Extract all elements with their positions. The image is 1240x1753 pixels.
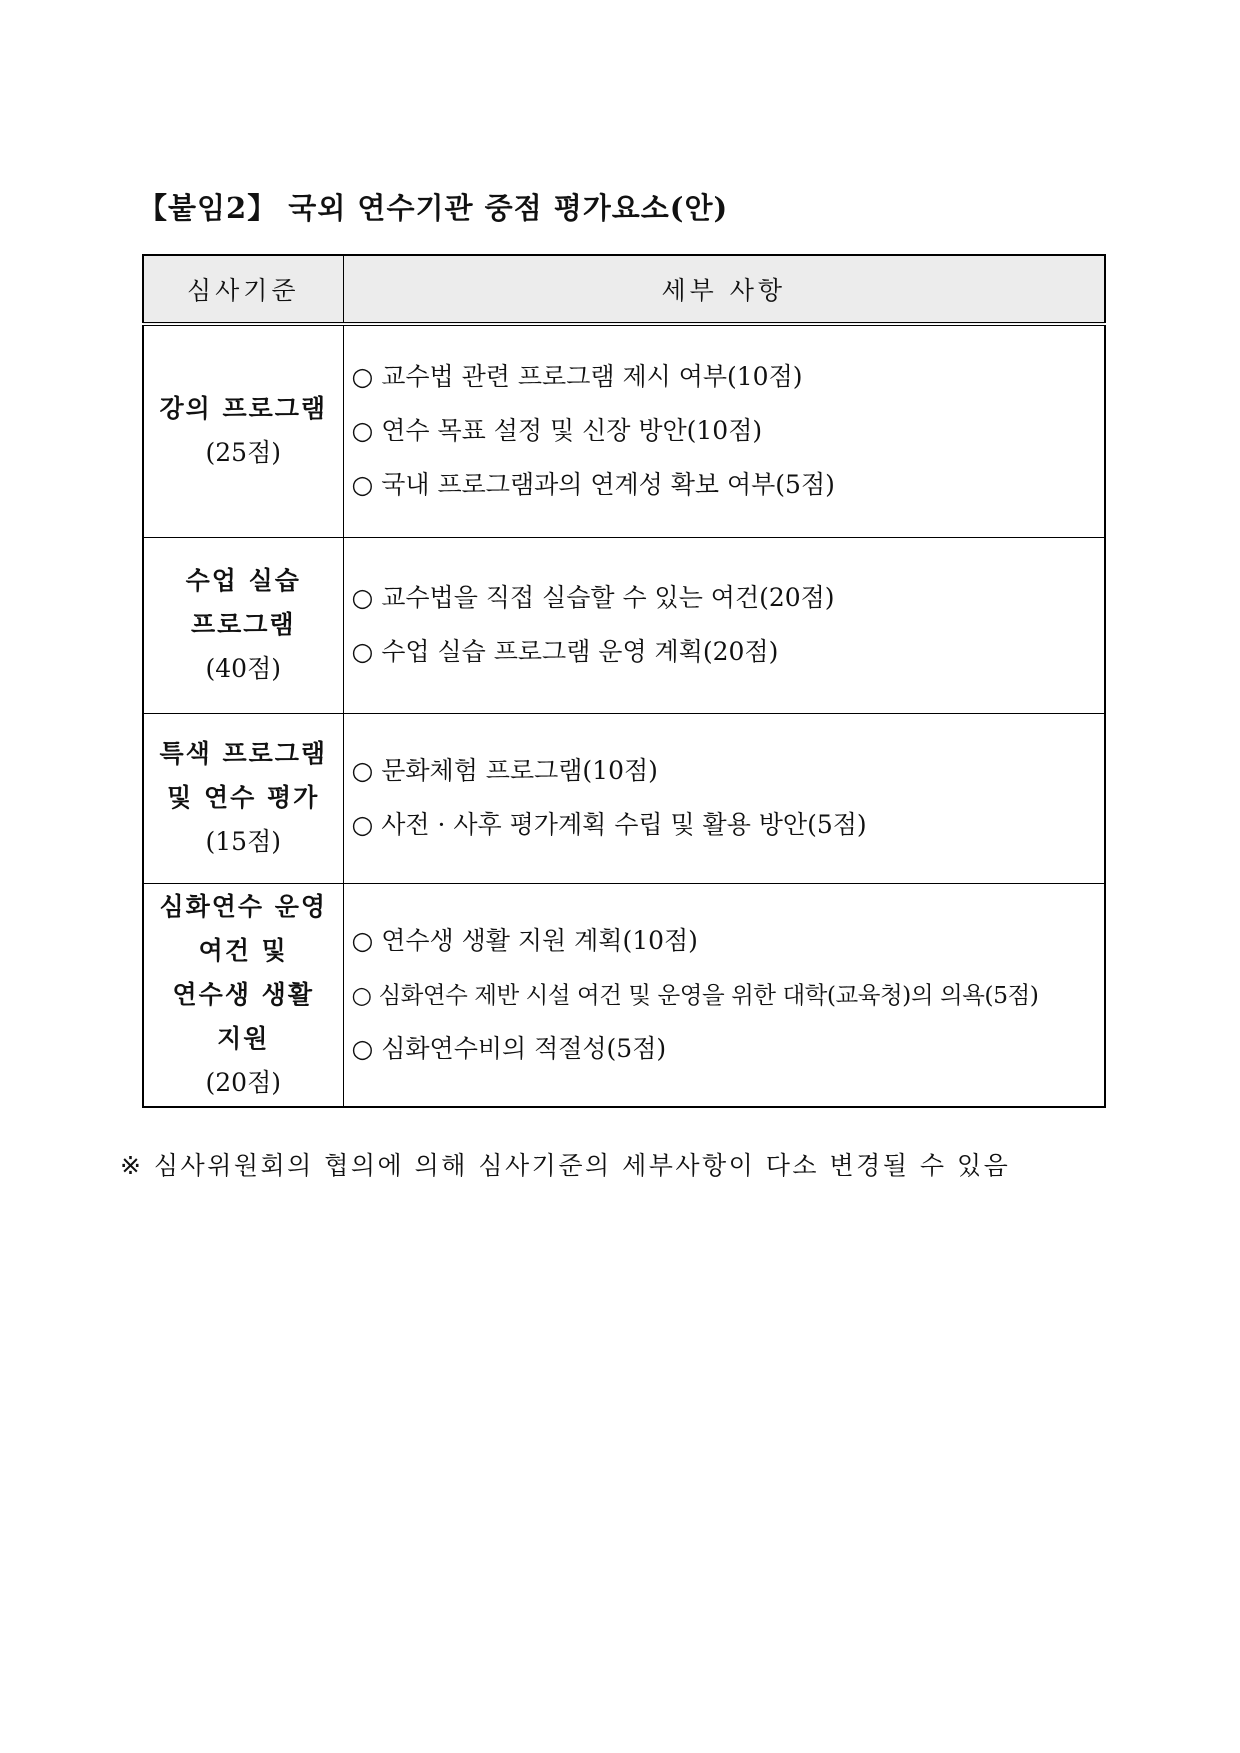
detail-cell (343, 883, 1105, 1107)
detail-item: ○ 연수 목표 설정 및 신장 방안(10점) (351, 416, 763, 446)
criterion-name: 여건 및 (198, 935, 288, 965)
criterion-points: (20점) (205, 1067, 281, 1097)
criterion-points: (40점) (205, 654, 281, 683)
detail-cell (343, 324, 1105, 537)
detail-item: ○ 연수생 생활 지원 계획(10점) (351, 925, 698, 955)
criterion-name: 연수생 생활 (172, 979, 314, 1009)
detail-item: ○ 사전 · 사후 평가계획 수립 및 활용 방안(5점) (351, 810, 867, 839)
evaluation-criteria-table (142, 254, 1106, 1108)
criterion-cell (143, 713, 343, 883)
page-title: 【붙임2】 국외 연수기관 중점 평가요소(안) (138, 191, 729, 225)
criterion-points: (15점) (205, 827, 281, 856)
header-criteria: 심사기준 (143, 255, 343, 324)
table-row (143, 883, 1105, 1107)
detail-item: ○ 교수법 관련 프로그램 제시 여부(10점) (351, 362, 803, 392)
criterion-name: 수업 실습 (185, 566, 301, 595)
detail-item: ○ 국내 프로그램과의 연계성 확보 여부(5점) (351, 470, 835, 500)
criterion-cell (143, 324, 343, 537)
footnote: ※ 심사위원회의 협의에 의해 심사기준의 세부사항이 다소 변경될 수 있음 (120, 1151, 1011, 1180)
detail-item: ○ 교수법을 직접 실습할 수 있는 여건(20점) (351, 583, 835, 612)
criterion-name: 특색 프로그램 (159, 739, 328, 768)
criterion-name: 강의 프로그램 (159, 394, 328, 424)
criterion-name: 프로그램 (190, 610, 296, 639)
criterion-points: (25점) (205, 438, 281, 468)
criterion-cell (143, 883, 343, 1107)
detail-item: ○ 심화연수비의 적절성(5점) (351, 1033, 667, 1063)
table-header-row (143, 255, 1105, 324)
table-row (143, 713, 1105, 883)
detail-item: ○ 문화체험 프로그램(10점) (351, 756, 658, 785)
criterion-name: 심화연수 운영 (159, 891, 328, 921)
table-row (143, 324, 1105, 537)
criterion-cell (143, 537, 343, 713)
detail-item: ○ 수업 실습 프로그램 운영 계획(20점) (351, 637, 779, 666)
detail-cell (343, 713, 1105, 883)
detail-item: ○ 심화연수 제반 시설 여건 및 운영을 위한 대학(교육청)의 의욕(5점) (351, 980, 1039, 1009)
table-row (143, 537, 1105, 713)
criterion-name: 지원 (217, 1023, 270, 1053)
detail-cell (343, 537, 1105, 713)
criterion-name: 및 연수 평가 (167, 783, 320, 812)
header-details: 세부 사항 (343, 255, 1105, 324)
